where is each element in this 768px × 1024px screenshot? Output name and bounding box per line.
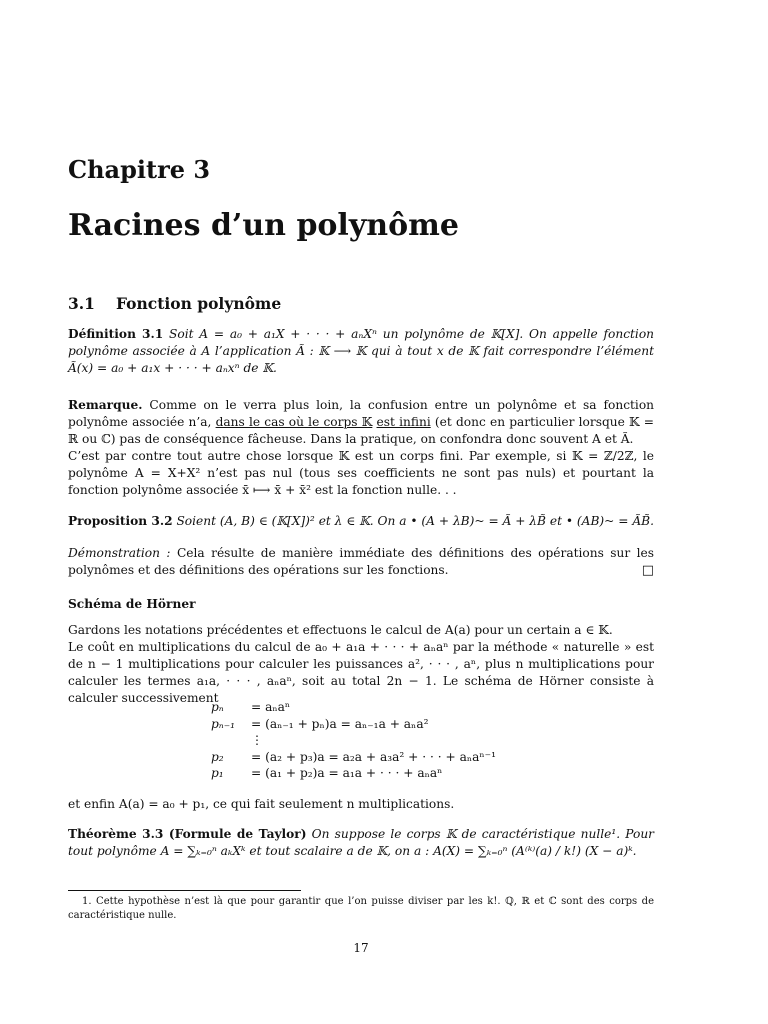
remark-block xyxy=(68,397,654,499)
proposition-text: Soient (A, B) ∈ (𝕂[X])² et λ ∈ 𝕂. On a • (A + λB)~ = Ã + λB̃ et • (AB)~ = ÃB̃. xyxy=(176,514,654,528)
horner-equations xyxy=(211,699,496,782)
theorem-block xyxy=(68,826,654,860)
remark-label: Remarque. xyxy=(68,398,143,412)
proof-label: Démonstration : xyxy=(68,546,171,560)
equation-row: p₁ = (a₁ + p₂)a = a₁a + · · · + aₙaⁿ xyxy=(211,766,443,780)
equation-row: pₙ = aₙaⁿ xyxy=(211,700,291,714)
remark-underlined-a: dans le cas où le corps 𝕂 xyxy=(215,415,373,429)
definition-block xyxy=(68,326,654,377)
page-number: 17 xyxy=(353,941,369,955)
footnote-rule xyxy=(68,890,301,891)
chapter-number: Chapitre 3 xyxy=(68,155,211,184)
definition-label: Définition 3.1 xyxy=(68,327,164,341)
section-title: Fonction polynôme xyxy=(116,294,282,313)
horner-conclusion: et enfin A(a) = a₀ + p₁, ce qui fait seulement n multiplications. xyxy=(68,797,455,811)
theorem-label: Théorème 3.3 (Formule de Taylor) xyxy=(68,827,307,841)
proof-text: Cela résulte de manière immédiate des définitions des opérations sur les polynômes et des définitions des opérations sur les fonctions. xyxy=(68,546,655,577)
definition-text-2: polynôme associée à A l’application Ã : 𝕂 ⟶ 𝕂 qui à tout x de 𝕂 fait correspondre l’élément xyxy=(68,344,654,358)
definition-text-1: Soit A = a₀ + a₁X + · · · + aₙXⁿ un polynôme de 𝕂[X]. On appelle fonction xyxy=(169,327,655,341)
chapter-title: Racines d’un polynôme xyxy=(68,208,459,243)
remark-text-c: C’est par contre tout autre chose lorsque 𝕂 est un corps fini. Par exemple, si 𝕂 = ℤ/2ℤ, le polynôme A = X+X² n’est pas nul (tous ses coefficients ne sont pas nuls) et pourtant la fonction polynôme associée x̄ ⟼ x̄ + x̄² est la fonction nulle. . . xyxy=(68,449,654,497)
remark-text-a: Comme on le verra plus loin, la confusion entre un polynôme et sa fonction polynôme associée n’a, xyxy=(68,398,654,429)
horner-para-1: Gardons les notations précédentes et effectuons le calcul de A(a) pour un certain a ∈ 𝕂. xyxy=(68,623,613,637)
equation-row: pₙ₋₁ = (aₙ₋₁ + pₙ)a = aₙ₋₁a + aₙa² xyxy=(211,716,429,731)
section-heading xyxy=(68,294,281,313)
proposition-label: Proposition 3.2 xyxy=(68,514,173,528)
proof-block xyxy=(68,545,654,579)
horner-para-2: Le coût en multiplications du calcul de a₀ + a₁a + · · · + aₙaⁿ par la méthode « naturelle » est de n − 1 multiplications pour calculer les puissances a², · · · , aⁿ, plus n multiplications pour calculer les termes a₁a, · · · , aₙaⁿ, soit au total 2n − 1. Le schéma de Hörner consiste à calculer successivement xyxy=(68,640,654,705)
horner-paragraph xyxy=(68,622,654,707)
remark-text-b: (et donc en particulier lorsque 𝕂 = ℝ ou ℂ) pas de conséquence fâcheuse. Dans la pratique, on confondra donc souvent A et Ã. xyxy=(68,415,655,446)
definition-text-3: Ã(x) = a₀ + a₁x + · · · + aₙxⁿ de 𝕂. xyxy=(68,361,277,375)
theorem-text-2: tout polynôme A = ∑ₖ₌₀ⁿ aₖXᵏ et tout scalaire a de 𝕂, on a : A(X) = ∑ₖ₌₀ⁿ (A⁽ᵏ⁾(a) / k!) (X − a)ᵏ. xyxy=(68,844,637,858)
footnote: 1. Cette hypothèse n’est là que pour garantir que l’on puisse diviser par les k!. ℚ, ℝ et ℂ sont des corps de caractéristique nulle. xyxy=(68,896,654,921)
section-number: 3.1 xyxy=(68,294,95,313)
qed-symbol: □ xyxy=(641,563,654,578)
equation-row: p₂ = (a₂ + p₃)a = a₂a + a₃a² + · · · + aₙaⁿ⁻¹ xyxy=(211,749,496,764)
proposition-block xyxy=(68,513,654,530)
theorem-text-1: On suppose le corps 𝕂 de caractéristique nulle¹. Pour xyxy=(311,827,655,841)
remark-underlined-b: est infini xyxy=(376,415,431,429)
horner-heading: Schéma de Hörner xyxy=(68,597,196,611)
equation-row: ⋮ xyxy=(251,733,264,747)
